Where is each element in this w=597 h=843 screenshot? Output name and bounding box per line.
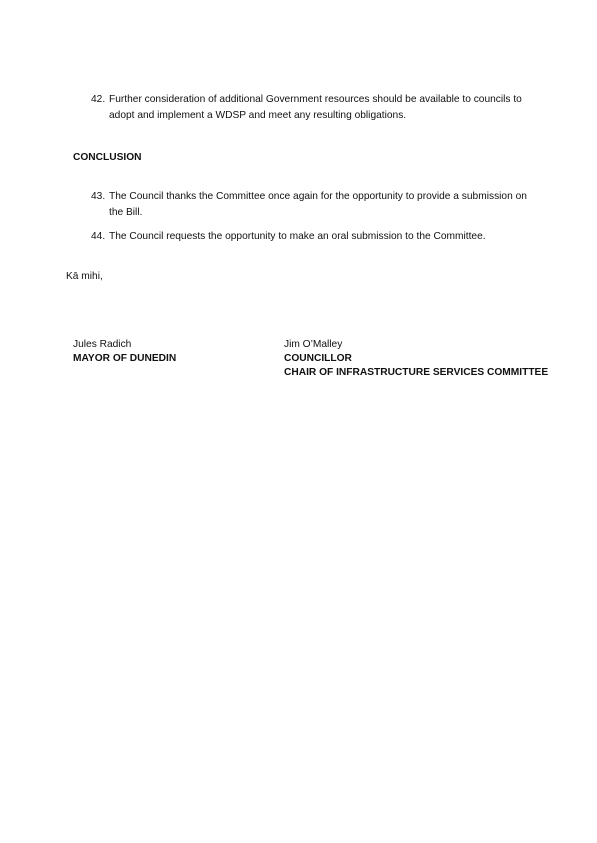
section-heading-conclusion: CONCLUSION xyxy=(73,152,142,163)
signature-block-councillor xyxy=(284,338,548,380)
paragraph-text: The Council requests the opportunity to make an oral submission to the Committee. xyxy=(109,231,486,242)
numbered-paragraph-43 xyxy=(91,189,531,220)
signatory-title: MAYOR OF DUNEDIN xyxy=(73,353,177,364)
signatory-name: Jim O’Malley xyxy=(284,339,343,350)
signatory-title: COUNCILLOR xyxy=(284,353,352,364)
paragraph-number: 44. xyxy=(91,231,106,242)
signatory-name: Jules Radich xyxy=(73,339,132,350)
closing-salutation: Kā mihi, xyxy=(66,271,103,282)
signatory-title-secondary: CHAIR OF INFRASTRUCTURE SERVICES COMMITTEE xyxy=(284,367,549,378)
paragraph-text: Further consideration of additional Government resources should be available to councils to adopt and implement a WDSP and meet any resulting obligations. xyxy=(109,94,522,121)
numbered-paragraph-44 xyxy=(91,229,531,245)
paragraph-text: The Council thanks the Committee once again for the opportunity to provide a submission on the Bill. xyxy=(109,191,527,218)
numbered-paragraph-42 xyxy=(91,92,531,123)
paragraph-number: 42. xyxy=(91,94,106,105)
paragraph-number: 43. xyxy=(91,191,106,202)
signature-block-mayor xyxy=(73,338,176,366)
